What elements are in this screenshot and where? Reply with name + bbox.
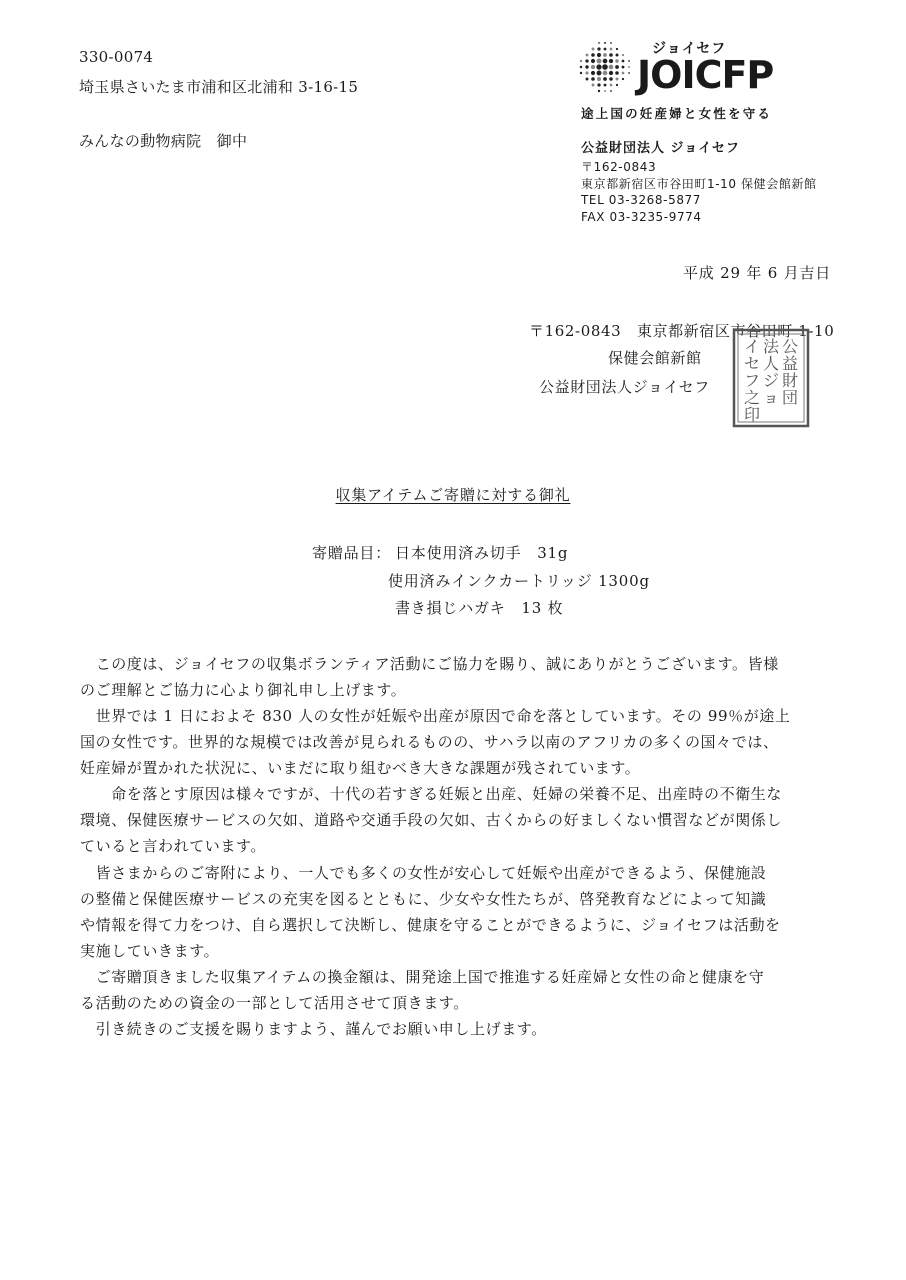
body-line: 環境、保健医療サービスの欠如、道路や交通手段の欠如、古くからの好ましくない慣習などが関係し [80,811,783,829]
stamp-glyph: フ [743,371,761,390]
body-line: 国の女性です。世界的な規模では改善が見られるものの、サハラ以南のアフリカの多くの国々では、 [80,733,779,751]
items-label: 寄贈品目： [312,544,392,562]
stamp-glyph: ジ [762,371,780,390]
body-line: 世界では 1 日におよそ 830 人の女性が妊娠や出産が原因で命を落としています。その 99％が途上 [80,707,791,725]
sender-postal: 〒162-0843 [581,160,657,174]
stamp-glyph: セ [743,354,761,373]
stamp-glyph: 法 [762,337,780,356]
body-line: 命を落とす原因は様々ですが、十代の若すぎる妊娠と出産、妊婦の栄養不足、出産時の不衛生な [80,785,783,803]
body-line: ご寄贈頂きました収集アイテムの換金額は、開発途上国で推進する妊産婦と女性の命と健康を守 [80,968,765,986]
stamp-glyph: 益 [781,354,799,373]
sender-tel: TEL 03-3268-5877 [581,193,702,207]
body-line: のご理解とご協力に心より御礼申し上げます。 [80,681,407,699]
stamp-glyph: イ [743,337,761,356]
letter-title-wrap [0,484,906,505]
body-line: 実施していきます。 [80,942,220,960]
sender-address: 東京都新宿区市谷田町1-10 保健会館新館 [581,177,817,191]
body-line: 引き続きのご支援を賜りますよう、謹んでお願い申し上げます。 [80,1020,547,1038]
body-line: この度は、ジョイセフの収集ボランティア活動にご協力を賜り、誠にありがとうございます。皆様 [80,655,779,673]
letter-title: 収集アイテムご寄贈に対する御礼 [335,486,571,504]
recipient-address: 埼玉県さいたま市浦和区北浦和 3-16-15 [79,78,359,96]
signature-address: 〒162-0843 東京都新宿区市谷田町 1-10 [529,322,835,340]
sender-name: 公益財団法人 ジョイセフ [581,141,740,156]
body-line: や情報を得て力をつけ、自ら選択して決断し、健康を守ることができるように、ジョイセフは活動を [80,916,781,934]
logo-wordmark: JOICFP [637,53,774,97]
official-seal-stamp [732,328,810,428]
donated-item-1: 日本使用済み切手 31g [395,544,569,562]
stamp-glyph: 人 [762,354,780,373]
stamp-glyph: 公 [781,337,799,356]
body-line: の整備と保健医療サービスの充実を図るとともに、少女や女性たちが、啓発教育などによって知識 [80,890,767,908]
logo-kana: ジョイセフ [652,41,727,57]
body-line: ていると言われています。 [80,837,267,855]
stamp-glyph: 印 [743,405,761,424]
body-line: 皆さまからのご寄附により、一人でも多くの女性が安心して妊娠や出産ができるよう、保健施設 [80,864,767,882]
signature-org: 公益財団法人ジョイセフ [539,378,710,396]
donated-item-3: 書き損じハガキ 13 枚 [395,599,564,617]
joicfp-globe-logo-icon [578,40,632,94]
stamp-glyph: 之 [743,388,761,407]
stamp-glyph: ョ [762,388,780,407]
stamp-glyph: 財 [781,371,799,390]
sender-fax: FAX 03-3235-9774 [581,210,702,224]
body-line: る活動のための資金の一部として活用させて頂きます。 [80,994,469,1012]
donated-item-2: 使用済みインクカートリッジ 1300g [388,572,650,590]
stamp-glyph: 団 [781,388,799,407]
recipient-postal-code: 330-0074 [79,48,154,66]
body-line: 妊産婦が置かれた状況に、いまだに取り組むべき大きな課題が残されています。 [80,759,641,777]
logo-tagline: 途上国の妊産婦と女性を守る [581,106,773,121]
signature-building: 保健会館新館 [608,349,702,367]
recipient-name: みんなの動物病院 御中 [79,132,248,150]
letter-date: 平成 29 年 6 月吉日 [683,264,832,282]
